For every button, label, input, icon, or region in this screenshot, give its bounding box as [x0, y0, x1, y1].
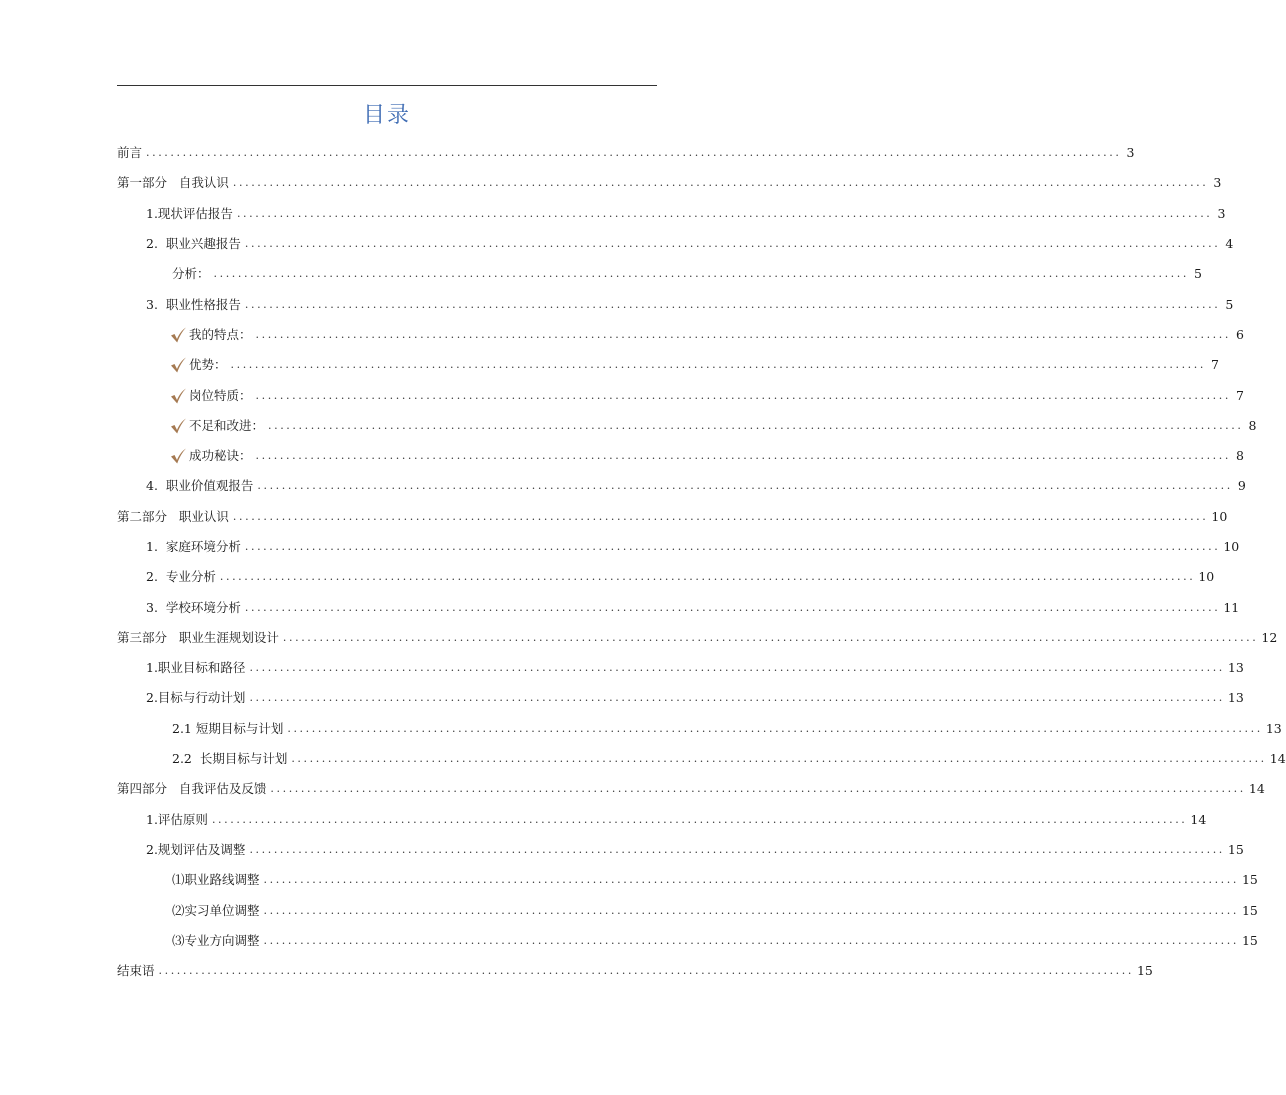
dot-leader: ................................................................................................................................................................	[146, 146, 1122, 160]
toc-entry-label: 不足和改进：	[189, 417, 265, 433]
toc-entry[interactable]	[117, 229, 1234, 259]
toc-entry-page-number: 14	[1190, 811, 1207, 827]
dot-leader: ................................................................................................................................................................	[291, 752, 1267, 766]
toc-entry[interactable]	[117, 562, 1215, 592]
dot-leader: ................................................................................................................................................................	[263, 873, 1239, 887]
toc-entry[interactable]	[117, 805, 1207, 835]
toc-entry-page-number: 7	[1211, 357, 1219, 373]
top-rule	[117, 85, 657, 86]
toc-entry-label: 成功秘诀：	[189, 448, 252, 464]
toc-entry-page-number: 10	[1223, 539, 1240, 554]
toc-entry-page-number: 3	[1213, 175, 1222, 191]
dot-leader: ................................................................................................................................................................	[244, 297, 1221, 311]
dot-leader: ................................................................................................................................................................	[244, 540, 1221, 553]
dot-leader: ................................................................................................................................................................	[268, 418, 1244, 432]
dot-leader: ................................................................................................................................................................	[287, 721, 1263, 735]
toc-entry-page-number: 10	[1198, 569, 1215, 585]
dot-leader: ................................................................................................................................................................	[230, 358, 1206, 372]
dot-leader: ................................................................................................................................................................	[255, 388, 1231, 402]
toc-entry[interactable]	[117, 865, 1258, 895]
toc-entry-page-number: 15	[1241, 902, 1258, 918]
toc-entry-page-number: 12	[1261, 629, 1278, 645]
toc-entry-label: 岗位特质：	[189, 387, 252, 403]
toc-entry-page-number: 11	[1223, 599, 1240, 615]
toc-entry[interactable]	[117, 895, 1258, 925]
dot-leader: ................................................................................................................................................................	[249, 661, 1225, 675]
toc-entry-label: 优势：	[189, 357, 227, 373]
toc-entry-label: ⑵实习单位调整	[172, 902, 260, 918]
dot-leader: ................................................................................................................................................................	[255, 327, 1231, 341]
toc-entry-page-number: 6	[1236, 326, 1244, 342]
toc-entry[interactable]	[117, 259, 1202, 289]
toc-entry-label: ⑴职业路线调整	[172, 872, 260, 888]
dot-leader: ................................................................................................................................................................	[249, 691, 1225, 705]
checkmark-icon	[169, 326, 187, 344]
toc-entry-label: 结束语	[117, 963, 155, 979]
toc-entry-label: 1.职业目标和路径	[146, 660, 246, 676]
toc-entry-label: ⑶专业方向调整	[172, 932, 260, 948]
toc-entry-label: 3. 职业性格报告	[146, 296, 241, 312]
toc-entry[interactable]	[117, 956, 1153, 986]
toc-entry-page-number: 5	[1225, 296, 1234, 312]
dot-leader: ................................................................................................................................................................	[232, 509, 1209, 523]
toc-entry[interactable]	[117, 138, 1135, 168]
toc-entry[interactable]	[117, 199, 1226, 229]
toc-entry-page-number: 13	[1227, 690, 1244, 706]
toc-entry[interactable]	[117, 380, 1244, 410]
toc-entry[interactable]	[117, 774, 1265, 804]
toc-entry-page-number: 4	[1225, 236, 1234, 252]
dot-leader: ................................................................................................................................................................	[263, 903, 1239, 917]
dot-leader: ................................................................................................................................................................	[158, 964, 1134, 978]
toc-entry-label: 4. 职业价值观报告	[146, 478, 254, 494]
toc-entry-label: 1.评估原则	[146, 811, 208, 827]
dot-leader: ................................................................................................................................................................	[257, 479, 1233, 493]
toc-entry[interactable]	[117, 320, 1244, 350]
toc-entry-page-number: 15	[1241, 872, 1258, 888]
toc-entry-page-number: 15	[1227, 841, 1244, 857]
dot-leader: ................................................................................................................................................................	[270, 782, 1246, 796]
toc-entry-label: 2.2 长期目标与计划	[172, 751, 288, 767]
toc-entry[interactable]	[117, 411, 1257, 441]
table-of-contents	[117, 138, 1286, 986]
toc-entry-label: 3. 学校环境分析	[146, 599, 241, 615]
toc-entry-label: 前言	[117, 145, 143, 161]
toc-entry[interactable]	[117, 653, 1244, 683]
toc-title: 目录	[362, 103, 411, 128]
toc-entry[interactable]	[117, 592, 1240, 622]
toc-entry-page-number: 14	[1248, 781, 1265, 797]
dot-leader: ................................................................................................................................................................	[263, 933, 1239, 947]
toc-entry-label: 第四部分 自我评估及反馈	[117, 781, 267, 797]
toc-entry-page-number: 14	[1269, 751, 1286, 767]
toc-entry-label: 2. 职业兴趣报告	[146, 236, 241, 252]
toc-entry-label: 1.现状评估报告	[146, 205, 233, 221]
toc-entry-label: 我的特点：	[189, 326, 252, 342]
toc-entry[interactable]	[117, 744, 1286, 774]
checkmark-icon	[169, 447, 187, 465]
dot-leader: ................................................................................................................................................................	[232, 176, 1209, 190]
dot-leader: ................................................................................................................................................................	[249, 842, 1225, 856]
dot-leader: ................................................................................................................................................................	[213, 267, 1189, 281]
toc-entry[interactable]	[117, 714, 1282, 744]
dot-leader: ................................................................................................................................................................	[255, 449, 1231, 463]
toc-entry-label: 2.目标与行动计划	[146, 690, 246, 706]
toc-entry-page-number: 3	[1126, 145, 1135, 161]
toc-entry-page-number: 13	[1265, 720, 1282, 736]
toc-entry-label: 2.1 短期目标与计划	[172, 720, 284, 736]
toc-entry-page-number: 9	[1237, 478, 1246, 494]
toc-entry[interactable]	[117, 683, 1244, 713]
toc-entry[interactable]	[117, 350, 1219, 380]
toc-entry[interactable]	[117, 623, 1278, 653]
toc-entry-page-number: 8	[1236, 448, 1244, 464]
toc-entry-page-number: 15	[1136, 963, 1153, 979]
toc-entry-page-number: 7	[1236, 387, 1244, 403]
toc-entry-page-number: 10	[1211, 508, 1228, 524]
dot-leader: ................................................................................................................................................................	[219, 570, 1196, 584]
dot-leader: ................................................................................................................................................................	[244, 600, 1221, 614]
toc-entry-page-number: 8	[1248, 417, 1257, 433]
toc-entry-page-number: 13	[1227, 660, 1244, 676]
dot-leader: ................................................................................................................................................................	[244, 237, 1221, 251]
toc-entry[interactable]	[117, 471, 1246, 501]
toc-entry-label: 第一部分 自我认识	[117, 175, 229, 191]
toc-entry[interactable]	[117, 168, 1222, 198]
toc-entry[interactable]	[117, 289, 1234, 319]
toc-entry-page-number: 3	[1217, 205, 1226, 221]
toc-entry-label: 第三部分 职业生涯规划设计	[117, 629, 279, 645]
toc-entry-label: 2.规划评估及调整	[146, 841, 246, 857]
toc-entry[interactable]	[117, 502, 1228, 532]
toc-entry[interactable]	[117, 441, 1244, 471]
dot-leader: ................................................................................................................................................................	[282, 630, 1259, 644]
dot-leader: ................................................................................................................................................................	[211, 812, 1188, 826]
toc-entry-label: 2. 专业分析	[146, 569, 216, 585]
toc-entry-label: 分析：	[172, 266, 210, 282]
checkmark-icon	[169, 417, 187, 435]
checkmark-icon	[169, 387, 187, 405]
toc-entry[interactable]	[117, 532, 1240, 562]
toc-entry-page-number: 5	[1194, 266, 1202, 282]
toc-entry-page-number: 15	[1241, 932, 1258, 948]
toc-entry-label: 1. 家庭环境分析	[146, 539, 241, 554]
toc-entry-label: 第二部分 职业认识	[117, 508, 229, 524]
toc-entry[interactable]	[117, 926, 1258, 956]
dot-leader: ................................................................................................................................................................	[236, 206, 1213, 220]
toc-entry[interactable]	[117, 835, 1244, 865]
checkmark-icon	[169, 356, 187, 374]
